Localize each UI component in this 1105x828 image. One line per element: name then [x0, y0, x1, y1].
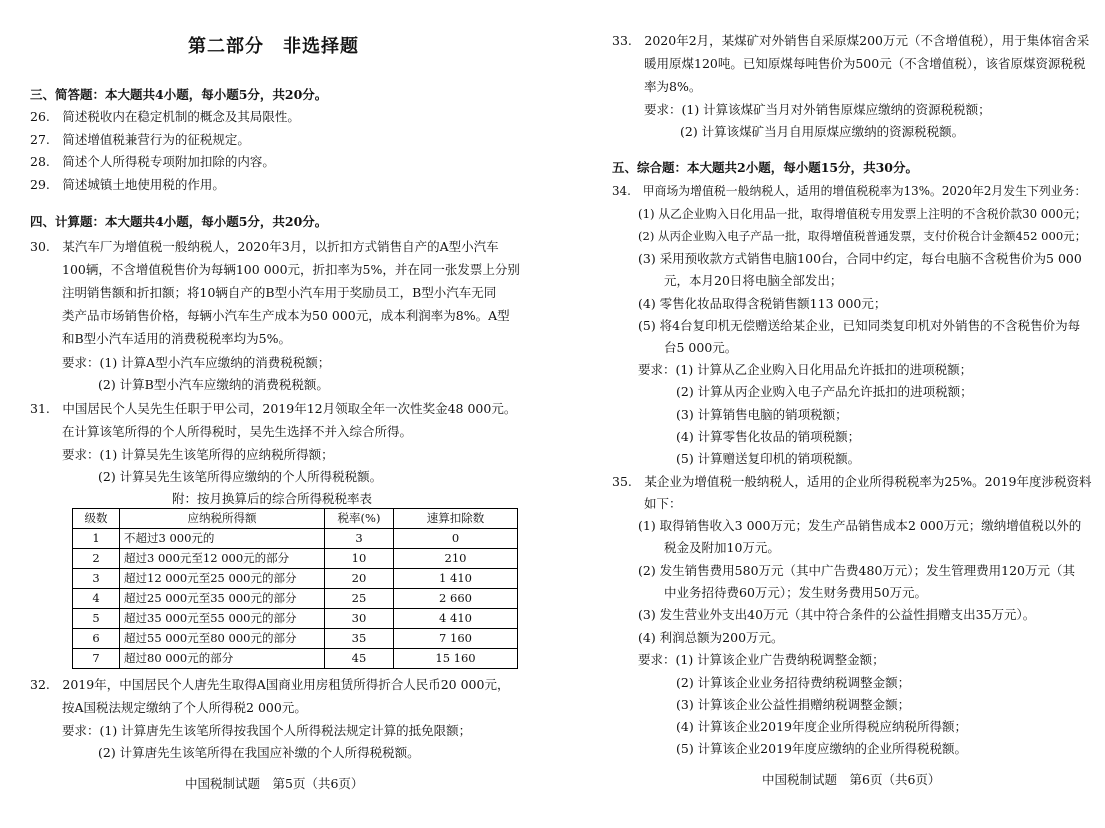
- table-cell: 30: [325, 609, 394, 629]
- table-cell: 0: [394, 529, 518, 549]
- column-header: 应纳税所得额: [120, 509, 325, 529]
- question-34-line: 34. 甲商场为增值税一般纳税人，适用的增值税税率为13%。2020年2月发生下列业务：: [612, 184, 1087, 198]
- table-cell: 1: [73, 529, 120, 549]
- table-cell: 20: [325, 569, 394, 589]
- question-35-line: 35. 某企业为增值税一般纳税人，适用的企业所得税税率为25%。2019年度涉税资料: [612, 474, 1092, 489]
- table-cell: 6: [73, 629, 120, 649]
- question-35-requirement: (4) 计算该企业2019年度企业所得税应纳税所得额；: [676, 719, 967, 734]
- table-cell: 超过55 000元至80 000元的部分: [120, 629, 325, 649]
- table-cell: 4 410: [394, 609, 518, 629]
- question-35-item: 中业务招待费60万元）；发生财务费用50万元。: [664, 585, 928, 600]
- question-32-requirement: (2) 计算唐先生该笔所得在我国应补缴的个人所得税税额。: [98, 745, 420, 760]
- section-5-header: 五、综合题：本大题共2小题，每小题15分，共30分。: [612, 160, 918, 175]
- question-31-requirement: (2) 计算吴先生该笔所得应缴纳的个人所得税税额。: [98, 469, 383, 484]
- table-header-row: [73, 509, 518, 529]
- question-34-requirement: (3) 计算销售电脑的销项税额；: [676, 407, 848, 422]
- question-34-requirement: (5) 计算赠送复印机的销项税额。: [676, 451, 861, 466]
- column-header: 速算扣除数: [394, 509, 518, 529]
- section-4-header: 四、计算题：本大题共4小题，每小题5分，共20分。: [30, 214, 328, 229]
- question-35-item: (4) 利润总额为200万元。: [638, 630, 784, 645]
- table-cell: 1 410: [394, 569, 518, 589]
- page-footer: 中国税制试题 第5页（共6页）: [185, 776, 364, 791]
- table-cell: 超过12 000元至25 000元的部分: [120, 569, 325, 589]
- question-33-requirement: (2) 计算该煤矿当月自用原煤应缴纳的资源税税额。: [680, 124, 965, 139]
- table-cell: 25: [325, 589, 394, 609]
- question-32-line: 按A国税法规定缴纳了个人所得税2 000元。: [62, 700, 307, 715]
- question-30-line: 和B型小汽车适用的消费税税率均为5%。: [62, 331, 292, 346]
- table-cell: 超过80 000元的部分: [120, 649, 325, 669]
- table-row: [73, 569, 518, 589]
- table-cell: 超过35 000元至55 000元的部分: [120, 609, 325, 629]
- table-cell: 超过3 000元至12 000元的部分: [120, 549, 325, 569]
- table-cell: 2 660: [394, 589, 518, 609]
- question-27: 27. 简述增值税兼营行为的征税规定。: [30, 132, 250, 147]
- question-33-line: 率为8%。: [644, 79, 702, 94]
- question-30-line: 注明销售额和折扣额；将10辆自产的B型小汽车用于奖励员工，B型小汽车无同: [62, 285, 497, 300]
- table-row: [73, 549, 518, 569]
- question-34-item: (5) 将4台复印机无偿赠送给某企业，已知同类复印机对外销售的不含税售价为每: [638, 318, 1081, 333]
- question-29: 29. 简述城镇土地使用税的作用。: [30, 177, 225, 192]
- question-34-requirement: (2) 计算从丙企业购入电子产品允许抵扣的进项税额；: [676, 384, 973, 399]
- part-title: 第二部分 非选择题: [188, 36, 359, 57]
- question-34-item: (1) 从乙企业购入日化用品一批，取得增值税专用发票上注明的不含税价款30 000元；: [638, 207, 1087, 221]
- tax-rate-table: [72, 508, 518, 669]
- table-cell: 3: [325, 529, 394, 549]
- question-35-requirement: 要求：(1) 计算该企业广告费纳税调整金额；: [638, 652, 885, 667]
- question-35-requirement: (2) 计算该企业业务招待费纳税调整金额；: [676, 675, 911, 690]
- table-cell: 45: [325, 649, 394, 669]
- question-35-item: (3) 发生营业外支出40万元（其中符合条件的公益性捐赠支出35万元）。: [638, 607, 1036, 622]
- question-35-line: 如下：: [644, 496, 682, 511]
- question-35-item: (2) 发生销售费用580万元（其中广告费480万元）；发生管理费用120万元（其: [638, 563, 1076, 578]
- table-row: [73, 629, 518, 649]
- table-cell: 15 160: [394, 649, 518, 669]
- question-34-item: 元，本月20日将电脑全部发出；: [664, 273, 843, 288]
- question-34-requirement: 要求：(1) 计算从乙企业购入日化用品允许抵扣的进项税额；: [638, 362, 973, 377]
- column-header: 税率(%): [325, 509, 394, 529]
- question-26: 26. 简述税收内在稳定机制的概念及其局限性。: [30, 109, 300, 124]
- question-31-line: 在计算该笔所得的个人所得税时，吴先生选择不并入综合所得。: [62, 424, 413, 439]
- table-cell: 7 160: [394, 629, 518, 649]
- table-row: [73, 649, 518, 669]
- question-31-line: 31. 中国居民个人吴先生任职于甲公司，2019年12月领取全年一次性奖金48 000元。: [30, 401, 517, 416]
- question-30-line: 30. 某汽车厂为增值税一般纳税人，2020年3月，以折扣方式销售自产的A型小汽车: [30, 239, 499, 254]
- question-28: 28. 简述个人所得税专项附加扣除的内容。: [30, 154, 275, 169]
- table-cell: 不超过3 000元的: [120, 529, 325, 549]
- question-32-line: 32. 2019年，中国居民个人唐先生取得A国商业用房租赁所得折合人民币20 000元，: [30, 677, 510, 692]
- column-header: 级数: [73, 509, 120, 529]
- question-34-item: (3) 采用预收款方式销售电脑100台，合同中约定，每台电脑不含税售价为5 000: [638, 251, 1082, 266]
- table-cell: 10: [325, 549, 394, 569]
- table-cell: 4: [73, 589, 120, 609]
- table-row: [73, 609, 518, 629]
- question-35-requirement: (5) 计算该企业2019年度应缴纳的企业所得税税额。: [676, 741, 967, 756]
- table-cell: 5: [73, 609, 120, 629]
- question-34-item: (2) 从丙企业购入电子产品一批，取得增值税普通发票，支付价税合计金额452 000元；: [638, 229, 1087, 243]
- table-cell: 35: [325, 629, 394, 649]
- table-caption: 附：按月换算后的综合所得税税率表: [172, 491, 373, 506]
- question-34-requirement: (4) 计算零售化妆品的销项税额；: [676, 429, 861, 444]
- question-32-requirement: 要求：(1) 计算唐先生该笔所得按我国个人所得税法规定计算的抵免限额；: [62, 723, 472, 738]
- table-cell: 2: [73, 549, 120, 569]
- section-3-header: 三、简答题：本大题共4小题，每小题5分，共20分。: [30, 87, 328, 102]
- question-30-line: 类产品市场销售价格，每辆小汽车生产成本为50 000元，成本利润率为8%。A型: [62, 308, 510, 323]
- question-35-requirement: (3) 计算该企业公益性捐赠纳税调整金额；: [676, 697, 911, 712]
- question-34-item: (4) 零售化妆品取得含税销售额113 000元；: [638, 296, 887, 311]
- table-cell: 3: [73, 569, 120, 589]
- table-cell: 7: [73, 649, 120, 669]
- page-footer: 中国税制试题 第6页（共6页）: [762, 772, 941, 787]
- table-row: [73, 529, 518, 549]
- question-34-item: 台5 000元。: [664, 340, 738, 355]
- table-cell: 超过25 000元至35 000元的部分: [120, 589, 325, 609]
- question-30-requirement: (2) 计算B型小汽车应缴纳的消费税税额。: [98, 377, 329, 392]
- question-33-line: 暖用原煤120吨。已知原煤每吨售价为500元（不含增值税），该省原煤资源税税: [644, 56, 1086, 71]
- question-31-requirement: 要求：(1) 计算吴先生该笔所得的应纳税所得额；: [62, 447, 334, 462]
- question-33-requirement: 要求：(1) 计算该煤矿当月对外销售原煤应缴纳的资源税税额；: [644, 102, 991, 117]
- table-cell: 210: [394, 549, 518, 569]
- question-33-line: 33. 2020年2月，某煤矿对外销售自采原煤200万元（不含增值税），用于集体宿舍采: [612, 33, 1090, 48]
- question-35-item: (1) 取得销售收入3 000万元；发生产品销售成本2 000万元；缴纳增值税以外的: [638, 518, 1082, 533]
- question-30-requirement: 要求：(1) 计算A型小汽车应缴纳的消费税税额；: [62, 355, 331, 370]
- question-30-line: 100辆，不含增值税售价为每辆100 000元，折扣率为5%，并在同一张发票上分别: [62, 262, 520, 277]
- table-row: [73, 589, 518, 609]
- question-35-item: 税金及附加10万元。: [664, 540, 780, 555]
